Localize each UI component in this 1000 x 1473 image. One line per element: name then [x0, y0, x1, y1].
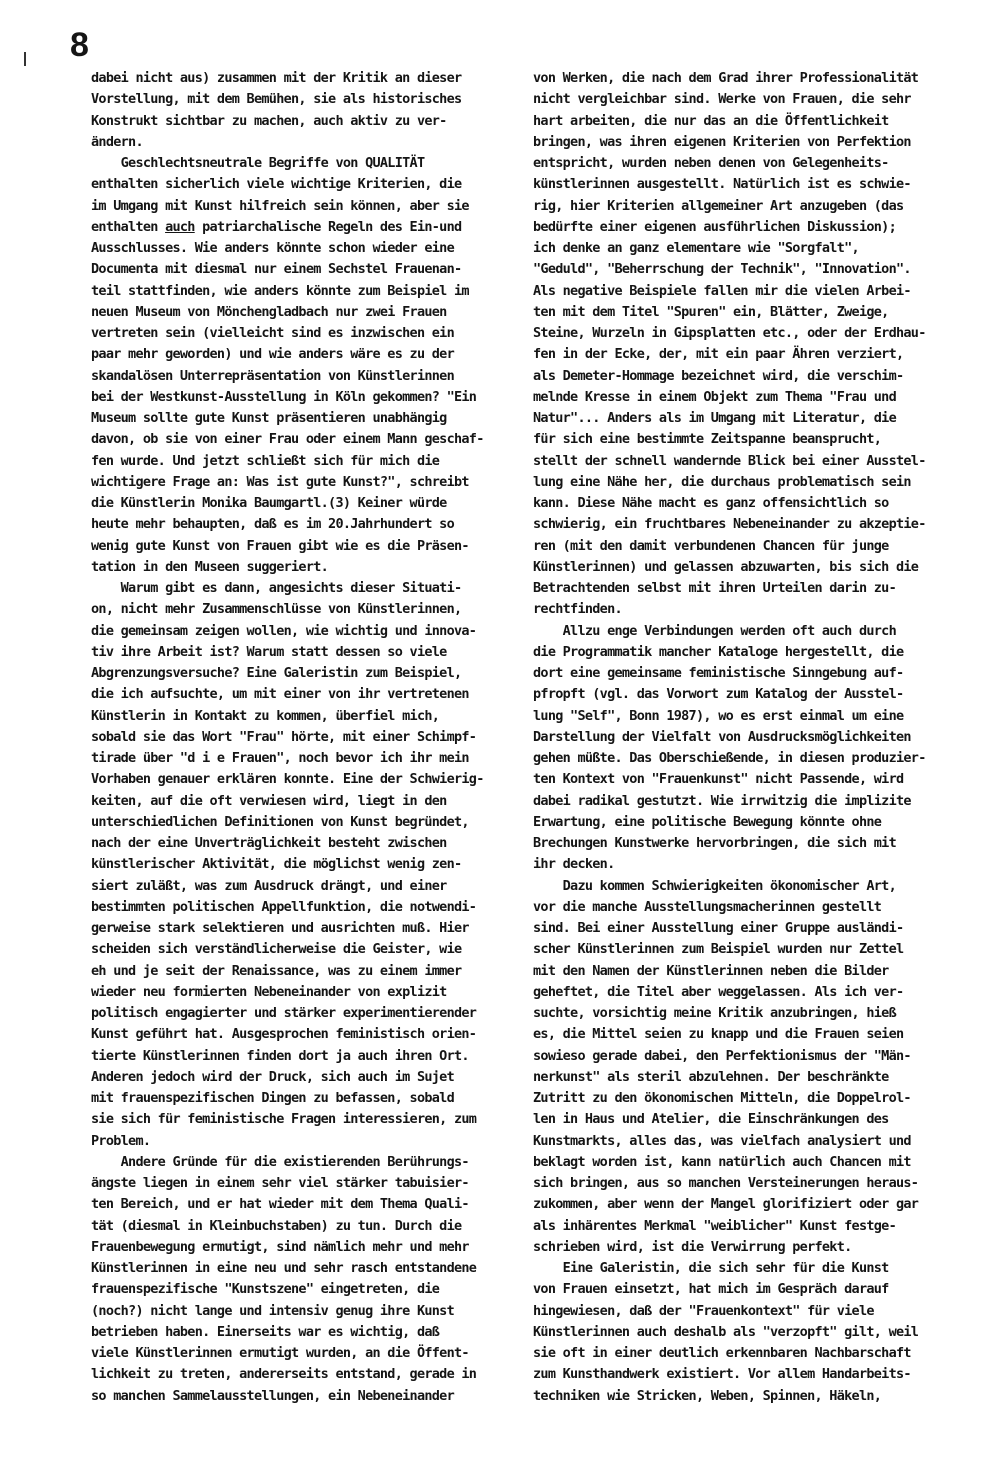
text-line: wenig gute Kunst von Frauen gibt wie es die Präsen-: [91, 537, 469, 554]
text-line: enthalten sicherlich viele wichtige Kriterien, die: [91, 176, 462, 193]
text-line: "Geduld", "Beherrschung der Technik", "Innovation".: [533, 261, 911, 278]
text-line: dabei radikal gestutzt. Wie irrwitzig die implizite: [533, 792, 911, 809]
text-line: für sich eine bestimmte Zeitspanne beansprucht,: [533, 431, 882, 448]
text-line: frauenspezifische "Kunstszene" eingetreten, die: [91, 1281, 440, 1298]
text-line: Documenta mit diesmal nur einem Sechstel Frauenan-: [91, 261, 462, 278]
text-line: Darstellung der Vielfalt von Ausdrucksmöglichkeiten: [533, 728, 911, 745]
text-line: Kunstmarkts, alles das, was vielfach analysiert und: [533, 1132, 911, 1149]
text-line: skandalösen Unterrepräsentation von Künstlerinnen: [91, 367, 454, 384]
text-line: Problem.: [91, 1132, 151, 1149]
text-line: melnde Kresse in einem Objekt zum Thema "Frau und: [533, 388, 896, 405]
text-line: Künstlerinnen) und gelassen abzuwarten, bis sich die: [533, 558, 919, 575]
text-line: Erwartung, eine politische Bewegung könnte ohne: [533, 813, 882, 830]
text-line: ten mit dem Titel "Spuren" ein, Blätter, Zweige,: [533, 303, 889, 320]
text-line: mit frauenspezifischen Dingen zu befassen, sobald: [91, 1090, 454, 1106]
text-line: gehen müßte. Das Oberschießende, in diesen produzier-: [533, 750, 926, 766]
text-line: ren (mit den damit verbundenen Chancen für junge: [533, 537, 889, 554]
text-line: von Werken, die nach dem Grad ihrer Professionalität: [533, 70, 919, 86]
text-line: len in Haus und Atelier, die Einschränkungen des: [533, 1111, 889, 1128]
text-line: mit den Namen der Künstlerinnen neben die Bilder: [533, 962, 889, 979]
right-column: [533, 68, 926, 1407]
text-line: hingewiesen, daß der "Frauenkontext" für viele: [533, 1302, 874, 1319]
text-line: davon, ob sie von einer Frau oder einem Mann geschaf-: [91, 431, 484, 448]
text-line: Vorhaben genauer erklären konnte. Eine der Schwierig-: [91, 771, 484, 788]
text-line: pfropft (vgl. das Vorwort zum Katalog der Ausstel-: [533, 686, 904, 703]
text-line: scheiden sich verständlicherweise die Geister, wie: [91, 941, 462, 958]
text-line: künstlerinnen ausgestellt. Natürlich ist es schwie-: [533, 176, 911, 193]
text-line: techniken wie Stricken, Weben, Spinnen, Häkeln,: [533, 1387, 882, 1404]
text-line: teil stattfinden, wie anders könnte zum Beispiel im: [91, 282, 469, 299]
text-line: wieder neu formierten Nebeneinander von explizit: [91, 983, 447, 1000]
text-line: ängste liegen in einem sehr viel stärker tabuisier-: [91, 1175, 469, 1191]
text-line: viele Künstlerinnen ermutigt wurden, an die Öffent-: [91, 1345, 469, 1361]
text-line: Steine, Wurzeln in Gipsplatten etc., oder der Erdhau-: [533, 325, 926, 341]
text-line: sind. Bei einer Ausstellung einer Gruppe ausländi-: [533, 920, 904, 936]
text-line: als Demeter-Hommage bezeichnet wird, die verschim-: [533, 367, 904, 384]
text-line: Natur"... Anders als im Umgang mit Literatur, die: [533, 410, 896, 426]
text-line: bedürfte einer eigenen ausführlichen Diskussion);: [533, 218, 896, 235]
text-line: Vorstellung, mit dem Bemühen, sie als historisches: [91, 91, 462, 108]
text-line: tät (diesmal in Kleinbuchstaben) zu tun. Durch die: [91, 1217, 462, 1234]
text-line: Künstlerinnen in eine neu und sehr rasch entstandene: [91, 1260, 477, 1276]
text-line: es, die Mittel seien zu knapp und die Frauen seien: [533, 1026, 904, 1043]
text-line: Dazu kommen Schwierigkeiten ökonomischer Art,: [533, 877, 896, 894]
text-line: kann. Diese Nähe macht es ganz offensichtlich so: [533, 495, 889, 511]
text-line: die ich aufsuchte, um mit einer von ihr vertretenen: [91, 686, 469, 703]
text-line: fen in der Ecke, der, mit ein paar Ähren verziert,: [533, 346, 904, 363]
text-line: ändern.: [91, 133, 143, 150]
text-line: bestimmten politischen Appellfunktion, die notwendi-: [91, 898, 477, 915]
text-line: hart arbeiten, die nur das an die Öffentlichkeit: [533, 112, 889, 129]
text-line: ich denke an ganz elementare wie "Sorgfalt",: [533, 240, 859, 256]
text-line: tirade über "d i e Frauen", noch bevor ich ihr mein: [91, 750, 469, 766]
text-line: ten Kontext von "Frauenkunst" nicht Passende, wird: [533, 771, 904, 788]
text-line: Zutritt zu den ökonomischen Mitteln, die Doppelrol-: [533, 1090, 911, 1106]
left-column: [91, 68, 491, 1407]
text-line: von Frauen einsetzt, hat mich im Gespräch darauf: [533, 1281, 889, 1298]
text-line: so manchen Sammelausstellungen, ein Nebeneinander: [91, 1387, 454, 1404]
text-line: Ausschlusses. Wie anders könnte schon wieder eine: [91, 240, 454, 256]
text-line: heute mehr behaupten, daß es im 20.Jahrhundert so: [91, 516, 454, 533]
text-line: sich bringen, aus so manchen Versteinerungen heraus-: [533, 1175, 919, 1191]
text-line: unterschiedlichen Definitionen von Kunst begründet,: [91, 813, 469, 830]
text-line: sie oft in einer deutlich erkennbaren Nachbarschaft: [533, 1345, 911, 1361]
text-line: beklagt worden ist, kann natürlich auch Chancen mit: [533, 1153, 911, 1170]
text-line: rig, hier Kriterien allgemeiner Art anzugeben (das: [533, 197, 904, 214]
text-line: (noch?) nicht lange und intensiv genug ihre Kunst: [91, 1302, 454, 1319]
text-line: on, nicht mehr Zusammenschlüsse von Künstlerinnen,: [91, 601, 462, 618]
text-line: betrieben haben. Einerseits war es wichtig, daß: [91, 1323, 440, 1340]
text-line: nerkunst" als steril abzulehnen. Der beschränkte: [533, 1068, 889, 1085]
text-line: Abgrenzungsversuche? Eine Galeristin zum Beispiel,: [91, 665, 462, 681]
text-line: bei der Westkunst-Ausstellung in Köln gekommen? "Ein: [91, 388, 477, 405]
text-line: schrieben wird, ist die Verwirrung perfekt.: [533, 1238, 852, 1255]
page-number: 8: [70, 26, 89, 64]
text-line: Allzu enge Verbindungen werden oft auch durch: [533, 622, 896, 639]
text-line: Andere Gründe für die existierenden Berührungs-: [91, 1153, 469, 1170]
text-line: vertreten sein (vielleicht sind es inzwischen ein: [91, 325, 454, 341]
text-line: tation in den Museen suggeriert.: [91, 558, 329, 575]
text-line: keiten, auf die oft verwiesen wird, liegt in den: [91, 792, 447, 809]
text-line: scher Künstlerinnen zum Beispiel wurden nur Zettel: [533, 941, 904, 958]
text-line: künstlerischer Aktivität, die möglichst wenig zen-: [91, 856, 462, 873]
text-line: suchte, vorsichtig meine Kritik anzubringen, hieß: [533, 1005, 896, 1021]
text-line: tierte Künstlerinnen finden dort ja auch ihren Ort.: [91, 1047, 469, 1064]
text-line: nach der eine Unverträglichkeit besteht zwischen: [91, 835, 447, 851]
text-line: eh und je seit der Renaissance, was zu einem immer: [91, 962, 462, 979]
text-line: rechtfinden.: [533, 601, 622, 618]
text-line: zum Kunsthandwerk existiert. Vor allem Handarbeits-: [533, 1366, 911, 1383]
text-line: Künstlerinnen auch deshalb als "verzopft" gilt, weil: [533, 1323, 919, 1340]
text-line: gerweise stark selektieren und ausrichten muß. Hier: [91, 920, 469, 936]
text-line: Brechungen Kunstwerke hervorbringen, die sich mit: [533, 835, 896, 851]
text-line: entspricht, wurden neben denen von Gelegenheits-: [533, 155, 889, 171]
text-line: dabei nicht aus) zusammen mit der Kritik an dieser: [91, 70, 462, 86]
text-line: neuen Museum von Mönchengladbach nur zwei Frauen: [91, 303, 447, 320]
text-line: wichtigere Frage an: Was ist gute Kunst?", schreibt: [91, 473, 469, 490]
text-line: vor die manche Ausstellungsmacherinnen gestellt: [533, 898, 882, 915]
text-line: Als negative Beispiele fallen mir die vielen Arbei-: [533, 282, 911, 299]
text-line: die Künstlerin Monika Baumgartl.(3) Keiner würde: [91, 495, 447, 511]
text-line: paar mehr geworden) und wie anders wäre es zu der: [91, 346, 454, 363]
text-line: Eine Galeristin, die sich sehr für die Kunst: [533, 1260, 889, 1276]
text-line: die gemeinsam zeigen wollen, wie wichtig und innova-: [91, 622, 477, 639]
text-line: im Umgang mit Kunst hilfreich sein können, aber sie: [91, 197, 469, 214]
text-line: Geschlechtsneutrale Begriffe von QUALITÄT: [91, 155, 425, 171]
text-line: sobald sie das Wort "Frau" hörte, mit einer Schimpf-: [91, 728, 477, 745]
text-line: als inhärentes Merkmal "weiblicher" Kunst festge-: [533, 1217, 896, 1234]
text-line: Konstrukt sichtbar zu machen, auch aktiv zu ver-: [91, 112, 447, 129]
text-line: ten Bereich, und er hat wieder mit dem Thema Quali-: [91, 1196, 469, 1213]
text-line: lung eine Nähe her, die durchaus problematisch sein: [533, 473, 911, 490]
text-line: siert zuläßt, was zum Ausdruck drängt, und einer: [91, 877, 447, 894]
margin-mark: [24, 52, 26, 66]
text-line: stellt der schnell wandernde Blick bei einer Ausstel-: [533, 452, 926, 469]
text-line: nicht vergleichbar sind. Werke von Frauen, die sehr: [533, 91, 911, 108]
text-line: sie sich für feministische Fragen interessieren, zum: [91, 1111, 477, 1128]
text-line: Betrachtenden selbst mit ihren Urteilen darin zu-: [533, 580, 896, 596]
text-line: Kunst geführt hat. Ausgesprochen feministisch orien-: [91, 1026, 477, 1043]
text-line: schwierig, ein fruchtbares Nebeneinander zu akzeptie-: [533, 516, 926, 533]
text-line: tiv ihre Arbeit ist? Warum statt dessen so viele: [91, 643, 447, 660]
text-line: sowieso gerade dabei, den Perfektionismus der "Män-: [533, 1047, 911, 1064]
text-line: Warum gibt es dann, angesichts dieser Situati-: [91, 580, 462, 596]
text-line: dort eine gemeinsame feministische Sinngebung auf-: [533, 665, 904, 681]
text-line: enthalten auch patriarchalische Regeln des Ein-und: [91, 218, 462, 235]
text-line: geheftet, die Titel aber weggelassen. Als ich ver-: [533, 983, 904, 1000]
text-line: Künstlerin in Kontakt zu kommen, überfiel mich,: [91, 707, 440, 724]
text-line: zukommen, aber wenn der Mangel glorifiziert oder gar: [533, 1196, 919, 1213]
text-line: bringen, was ihren eigenen Kriterien von Perfektion: [533, 133, 911, 150]
text-line: lichkeit zu treten, andererseits entstand, gerade in: [91, 1366, 477, 1383]
text-line: politisch engagierter und stärker experimentierender: [91, 1005, 477, 1021]
text-line: Anderen jedoch wird der Druck, sich auch im Sujet: [91, 1068, 454, 1085]
text-line: die Programmatik mancher Kataloge hergestellt, die: [533, 643, 904, 660]
text-line: Frauenbewegung ermutigt, sind nämlich mehr und mehr: [91, 1238, 469, 1255]
text-line: ihr decken.: [533, 856, 615, 873]
text-line: Museum sollte gute Kunst präsentieren unabhängig: [91, 410, 447, 426]
text-line: fen wurde. Und jetzt schließt sich für mich die: [91, 452, 440, 469]
text-line: lung "Self", Bonn 1987), wo es erst einmal um eine: [533, 707, 904, 724]
